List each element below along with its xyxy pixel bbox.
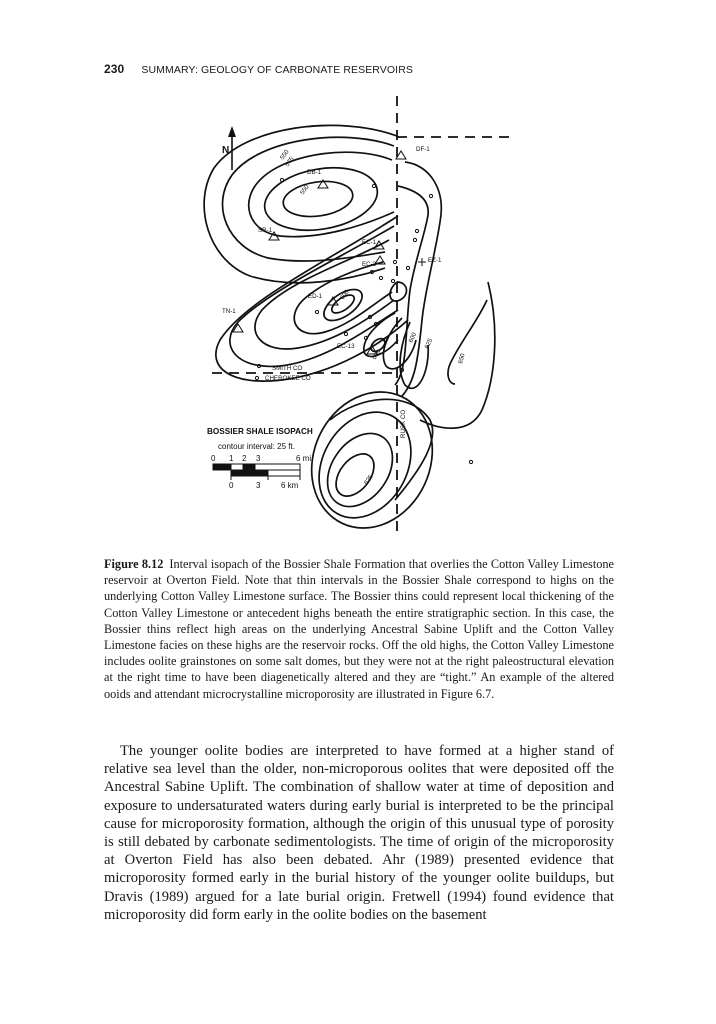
contour-line <box>301 396 430 535</box>
scale-km-labels <box>229 481 299 490</box>
scale-segment <box>231 470 268 476</box>
contour-line <box>204 125 397 282</box>
isopach-figure <box>190 92 530 552</box>
well-dot <box>255 376 258 379</box>
contour-line <box>448 300 487 384</box>
contour-label: 575 <box>283 155 296 169</box>
well-label-db1: DB-1 <box>307 169 322 176</box>
county-label-cherokee: CHEROKEE CO <box>265 375 311 382</box>
contour-line <box>281 177 355 220</box>
well-label-ec3: EC-3 <box>362 261 377 268</box>
body-paragraph: The younger oolite bodies are interpreted to have formed at a higher stand of relative sea level than the older, non-microporous oolites that were deposited off the Ancestral Sabine Uplift. The combination of shallow water at time of deposition and exposure to undersaturated waters during early burial is interpreted to be the principal cause for microporosity formation, although the origin of this unusual type of porosity is still debated by carbonate sedimentologists. The time of origin of the microporosity at Overton Field has also been debated. Ahr (1989) presented evidence that microporosity formed early in the burial history of the younger oolite buildups, but Dravis (1989) argued for a late burial origin. Fretwell (1994) found evidence that microporosity did form early in the oolite bodies on the basement <box>104 743 614 923</box>
well-label-ec13: EC-13 <box>337 343 355 350</box>
well-label-ed1: ED-1 <box>308 293 323 300</box>
scale-segment <box>268 470 300 476</box>
contour-label: 550 <box>278 148 291 162</box>
contour-interval: contour interval: 25 ft. <box>218 442 295 451</box>
scale-tick: 6 mi <box>296 454 312 463</box>
well-dot <box>391 279 394 282</box>
scale-segment <box>213 464 231 470</box>
scale-segment <box>243 464 255 470</box>
well-dot <box>372 184 375 187</box>
north-arrow <box>222 126 236 170</box>
contour-line <box>314 421 406 519</box>
north-label: N <box>222 145 230 156</box>
well-dot <box>415 229 418 232</box>
well-label-tn1: TN-1 <box>222 308 236 315</box>
contour-line <box>249 152 394 236</box>
scale-segment <box>231 464 243 470</box>
well-dot <box>344 332 347 335</box>
contour-line <box>330 399 433 500</box>
running-title: SUMMARY: GEOLOGY OF CARBONATE RESERVOIRS <box>141 64 413 76</box>
contour-label: 625 <box>423 337 435 350</box>
running-head <box>104 62 413 76</box>
well-dot <box>379 276 382 279</box>
contour-label: 600 <box>370 348 383 362</box>
contour-label: 625 <box>362 473 375 487</box>
well-dot <box>413 238 416 241</box>
figure-caption <box>104 556 614 702</box>
scale-tick: 1 <box>229 454 234 463</box>
well-dot <box>429 194 432 197</box>
scale-tick: 2 <box>242 454 247 463</box>
scale-tick: 6 km <box>281 481 299 490</box>
contour-label: 600 <box>407 331 419 344</box>
scale-bar <box>213 464 300 480</box>
well-label-df1: DF-1 <box>416 146 430 153</box>
scale-mi-labels <box>211 454 311 463</box>
scale-segment <box>255 464 300 470</box>
well-labels <box>222 146 442 350</box>
contour-lines <box>204 125 495 548</box>
well-cross-icon <box>418 258 426 266</box>
figure-label: Figure 8.12 <box>104 557 164 571</box>
well-dot <box>364 336 367 339</box>
scale-tick: 0 <box>211 454 216 463</box>
map-title: BOSSIER SHALE ISOPACH <box>207 427 313 436</box>
county-label-rusk: RUSK CO <box>400 409 407 438</box>
scale-tick: 3 <box>256 481 261 490</box>
map-legend <box>207 427 313 490</box>
scale-tick: 3 <box>256 454 261 463</box>
isopach-map <box>190 92 530 552</box>
well-label-ec1: EC-1 <box>362 239 377 246</box>
contour-label: 550 <box>298 183 311 197</box>
well-dot <box>315 310 318 313</box>
page-number: 230 <box>104 62 125 76</box>
contour-line <box>390 282 407 301</box>
well-dot <box>280 178 283 181</box>
well-label-sr1: SR-1 <box>258 227 273 234</box>
north-arrow-icon <box>228 126 236 137</box>
well-label-ez1: EZ-1 <box>428 257 442 264</box>
contour-label: 650 <box>457 352 467 365</box>
well-dot <box>393 260 396 263</box>
scale-tick: 0 <box>229 481 234 490</box>
county-label-smith: SMITH CO <box>272 365 303 372</box>
well-dot <box>469 460 472 463</box>
caption-text: Interval isopach of the Bossier Shale Formation that overlies the Cotton Valley Limestone reservoir at Overton Field. Note that thin intervals in the Bossier Shale correspond to highs on the underlying Cotton Valley Limestone surface. The Bossier thins could represent local thickening of the Cotton Valley Limestone or antecedent highs beneath the entire stratigraphic section. In this case, the Bossier thins reflect high areas on the underlying Ancestral Sabine Uplift and the Cotton Valley Limestone facies on these highs are the reservoir rocks. Off the old highs, the Cotton Valley Limestone includes oolite grainstones on some salt domes, but they were not at the right paleostructural elevation at the right time to have been diagenetically altered and they are “tight.” An example of the altered ooids and attendant microcrystalline microporosity are illustrated in Figure 6.7. <box>104 557 614 701</box>
contour-line <box>420 282 495 428</box>
contour-label: 600 <box>338 288 351 302</box>
well-dot <box>406 266 409 269</box>
